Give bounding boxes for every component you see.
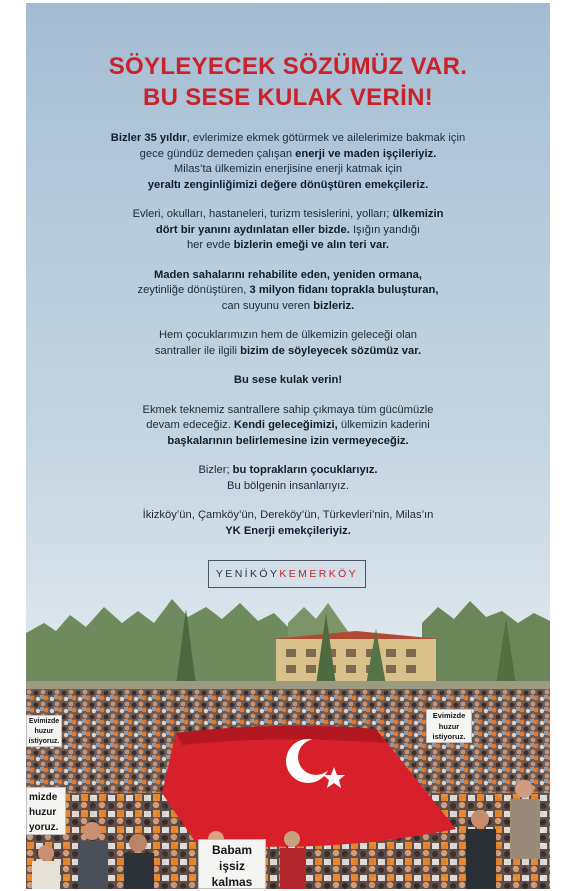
body-text-run: can suyunu veren [221, 299, 314, 312]
bold-text: enerji ve maden işçileriyiz. [295, 147, 437, 160]
body-line [56, 524, 520, 540]
headline-line-2: BU SESE KULAK VERİN! [142, 84, 434, 111]
body-line [56, 434, 520, 450]
body-paragraph [56, 268, 520, 315]
body-line [56, 131, 520, 147]
body-line [56, 147, 520, 163]
logo-part-1: YENİKÖY [215, 568, 280, 580]
body-text-run: santraller ile ilgili [154, 344, 241, 357]
sign-text-line: huzur [438, 721, 460, 731]
body-paragraph [56, 403, 520, 450]
body-line [56, 463, 520, 479]
bold-text: bizleriz. [313, 299, 355, 312]
body-line [56, 508, 520, 524]
body-line [56, 178, 520, 194]
bold-text: 3 milyon fidanı toprakla buluşturan, [249, 284, 439, 296]
body-paragraph [56, 373, 520, 389]
body-line [56, 373, 520, 389]
sign-text-line: işsiz [218, 859, 245, 873]
bold-text: bizim de söyleyecek sözümüz var. [240, 344, 422, 357]
body-line [56, 223, 520, 239]
protest-sign-left-top [26, 715, 62, 747]
body-line [56, 238, 520, 254]
bold-text: Kendi geleceğimizi, [233, 419, 338, 431]
body-text-run: her evde [186, 239, 234, 251]
bold-text: Bu sese kulak verin! [233, 374, 343, 386]
body-text-run: İkizköy’ün, Çamköy’ün, Dereköy’ün, Türkevleri’nin, Milas’ın [142, 509, 434, 521]
body-text [56, 131, 520, 553]
body-paragraph [56, 131, 520, 193]
body-line [56, 344, 520, 360]
bold-text: bizlerin emeği ve alın teri var. [233, 239, 390, 251]
bold-text: Maden sahalarını rehabilite eden, [154, 268, 334, 281]
bold-text: ülkemizin [392, 208, 444, 220]
headline [26, 51, 550, 113]
body-line [56, 268, 520, 284]
advertisement-poster [26, 3, 550, 889]
bold-text: bu toprakların çocuklarıyız. [232, 464, 378, 476]
body-text-run: Bizler; [198, 464, 233, 476]
sign-text-line: mizde [29, 792, 58, 803]
body-line [56, 418, 520, 434]
protest-sign-bottom-center [198, 839, 266, 889]
body-text-run: Hem çocuklarımızın hem de ülkemizin geleceği olan [158, 329, 418, 341]
sign-text-line: istiyoruz. [432, 732, 466, 741]
sign-text-line: Evimizde [432, 711, 466, 720]
body-text-run: ülkemizin kaderini [337, 419, 430, 431]
body-text-run: Evleri, okulları, hastaneleri, turizm tesislerini, yolları; [132, 208, 393, 220]
body-paragraph [56, 328, 520, 359]
protest-sign-left-mid [26, 787, 66, 835]
bold-text: yeraltı zenginliğimizi değere dönüştüren emekçileriz. [147, 178, 429, 191]
body-line [56, 283, 520, 299]
body-text-run: Işığın yandığı [349, 223, 421, 236]
sign-text-line: Babam [211, 843, 252, 857]
bold-text: dört bir yanını aydınlatan eller bizde. [155, 223, 350, 236]
sign-text-line: Evimizde [28, 718, 60, 725]
body-line [56, 207, 520, 223]
sign-text-line: kalmas [211, 875, 253, 889]
body-text-run: zeytinliğe dönüştüren, [137, 284, 250, 296]
sign-text-line: yoruz. [29, 822, 59, 833]
body-text-run: , evlerimize ekmek götürmek ve ailelerimize bakmak için [186, 132, 466, 144]
bold-text: başkalarının belirlemesine izin vermeyeceğiz. [167, 434, 409, 447]
body-line [56, 479, 520, 495]
body-line [56, 162, 520, 178]
body-text-run: Bu bölgenin insanlarıyız. [227, 479, 349, 492]
body-text-run: Milas’ta ülkemizin enerjisine enerji katmak için [173, 163, 403, 175]
logo-part-2: KEMERKÖY [279, 568, 359, 580]
body-paragraph [56, 508, 520, 539]
sign-text-line: huzur [29, 807, 57, 818]
body-text-run: Ekmek teknemiz santrallere sahip çıkmaya tüm gücümüzle [142, 403, 434, 416]
company-logo [208, 560, 366, 588]
bold-text: yeniden ormana, [333, 268, 422, 281]
body-line [56, 403, 520, 419]
bold-text: YK Enerji emekçileriyiz. [225, 524, 351, 537]
body-line [56, 328, 520, 344]
headline-line-1: SÖYLEYECEK SÖZÜMÜZ VAR. [108, 53, 468, 80]
body-text-run: gece gündüz demeden çalışan [139, 147, 296, 160]
body-paragraph [56, 207, 520, 254]
body-text-run: devam edeceğiz. [146, 419, 234, 431]
body-line [56, 299, 520, 315]
crowd-photo [26, 593, 550, 889]
sign-text-line: huzur [34, 728, 54, 735]
bold-text: Bizler 35 yıldır [110, 132, 187, 144]
sign-text-line: istiyoruz. [28, 738, 60, 745]
protest-sign-right-top [426, 709, 472, 743]
body-paragraph [56, 463, 520, 494]
